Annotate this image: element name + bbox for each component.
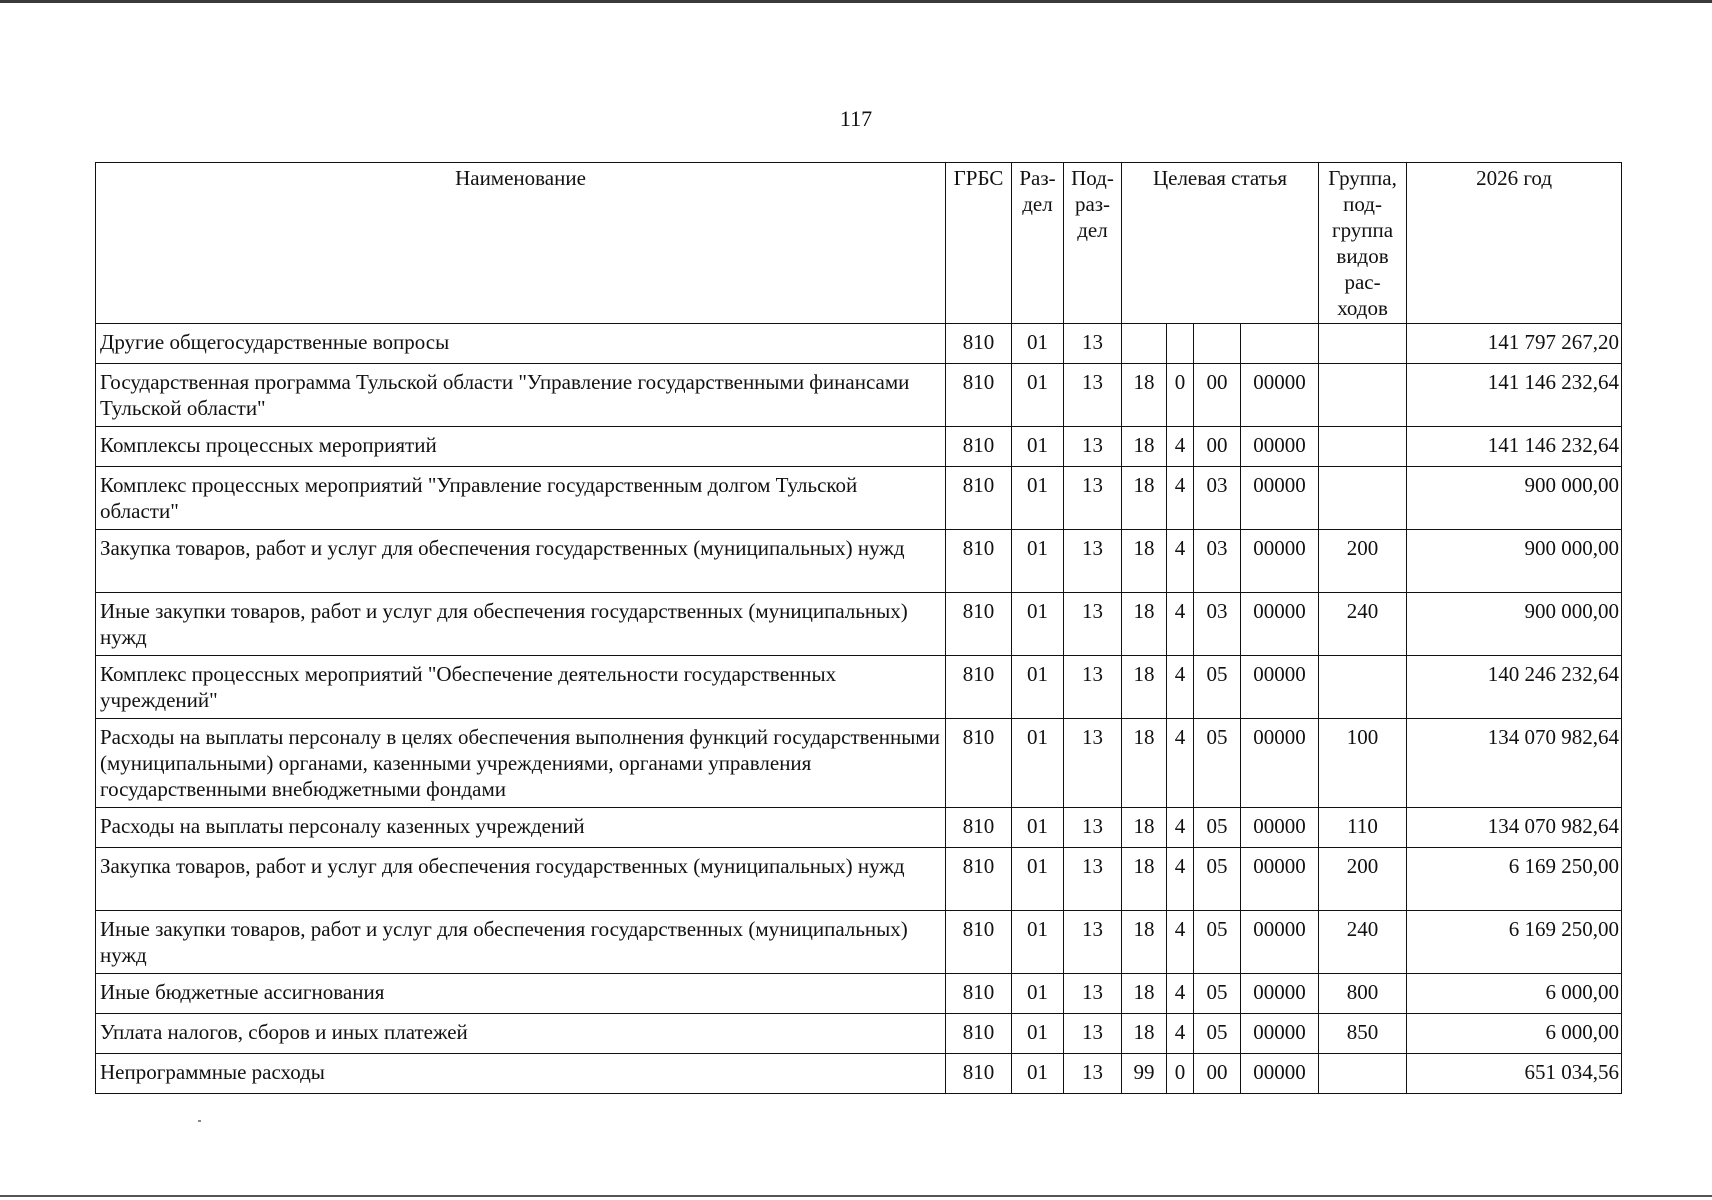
cell-target-program: 99	[1122, 1054, 1167, 1094]
cell-grbs: 810	[946, 364, 1012, 427]
cell-expense-group: 800	[1319, 974, 1407, 1014]
table-body	[96, 324, 1622, 1094]
cell-podrazdel: 13	[1064, 1014, 1122, 1054]
cell-target-direction: 00000	[1241, 593, 1319, 656]
cell-grbs: 810	[946, 719, 1012, 808]
cell-target-direction: 00000	[1241, 1054, 1319, 1094]
cell-target-complex: 03	[1194, 593, 1241, 656]
cell-amount-2026: 141 797 267,20	[1407, 324, 1622, 364]
cell-target-program: 18	[1122, 467, 1167, 530]
cell-grbs: 810	[946, 848, 1012, 911]
cell-amount-2026: 6 000,00	[1407, 1014, 1622, 1054]
cell-name: Закупка товаров, работ и услуг для обеспечения государственных (муниципальных) нужд	[96, 530, 946, 593]
header-year-text: 2026 год	[1476, 166, 1552, 190]
cell-target-complex: 00	[1194, 1054, 1241, 1094]
cell-expense-group	[1319, 1054, 1407, 1094]
cell-razdel: 01	[1012, 719, 1064, 808]
cell-podrazdel: 13	[1064, 1054, 1122, 1094]
cell-expense-group	[1319, 467, 1407, 530]
cell-grbs: 810	[946, 593, 1012, 656]
cell-podrazdel: 13	[1064, 974, 1122, 1014]
scan-edge-bottom	[0, 1195, 1712, 1197]
cell-target-direction: 00000	[1241, 467, 1319, 530]
cell-expense-group	[1319, 656, 1407, 719]
cell-target-complex: 05	[1194, 848, 1241, 911]
cell-target-type: 0	[1167, 1054, 1194, 1094]
cell-amount-2026: 6 169 250,00	[1407, 848, 1622, 911]
cell-target-program: 18	[1122, 427, 1167, 467]
cell-expense-group	[1319, 427, 1407, 467]
cell-expense-group: 200	[1319, 848, 1407, 911]
cell-target-type: 4	[1167, 974, 1194, 1014]
page-number: 117	[839, 106, 873, 131]
header-gruppa	[1319, 163, 1407, 324]
cell-target-direction: 00000	[1241, 808, 1319, 848]
table-row	[96, 593, 1622, 656]
cell-expense-group: 850	[1319, 1014, 1407, 1054]
cell-name: Другие общегосударственные вопросы	[96, 324, 946, 364]
cell-grbs: 810	[946, 974, 1012, 1014]
header-year	[1407, 163, 1622, 324]
cell-target-complex: 05	[1194, 656, 1241, 719]
cell-grbs: 810	[946, 530, 1012, 593]
cell-razdel: 01	[1012, 656, 1064, 719]
cell-target-type: 4	[1167, 656, 1194, 719]
cell-name: Уплата налогов, сборов и иных платежей	[96, 1014, 946, 1054]
cell-grbs: 810	[946, 656, 1012, 719]
cell-grbs: 810	[946, 467, 1012, 530]
cell-name: Расходы на выплаты персоналу казенных учреждений	[96, 808, 946, 848]
cell-expense-group: 200	[1319, 530, 1407, 593]
cell-expense-group: 240	[1319, 911, 1407, 974]
cell-grbs: 810	[946, 1054, 1012, 1094]
cell-name: Государственная программа Тульской области "Управление государственными финансами Тульской области"	[96, 364, 946, 427]
cell-grbs: 810	[946, 324, 1012, 364]
cell-podrazdel: 13	[1064, 427, 1122, 467]
budget-table	[95, 162, 1622, 1094]
cell-target-direction: 00000	[1241, 656, 1319, 719]
cell-target-complex: 05	[1194, 808, 1241, 848]
table-row	[96, 427, 1622, 467]
cell-amount-2026: 141 146 232,64	[1407, 427, 1622, 467]
cell-target-type: 4	[1167, 467, 1194, 530]
cell-amount-2026: 134 070 982,64	[1407, 719, 1622, 808]
cell-target-complex: 05	[1194, 974, 1241, 1014]
cell-razdel: 01	[1012, 364, 1064, 427]
cell-podrazdel: 13	[1064, 808, 1122, 848]
cell-expense-group: 100	[1319, 719, 1407, 808]
cell-target-program: 18	[1122, 530, 1167, 593]
cell-podrazdel: 13	[1064, 530, 1122, 593]
table-row	[96, 1014, 1622, 1054]
header-razdel-text: Раз- дел	[1019, 166, 1056, 216]
cell-amount-2026: 6 169 250,00	[1407, 911, 1622, 974]
cell-amount-2026: 900 000,00	[1407, 530, 1622, 593]
cell-podrazdel: 13	[1064, 324, 1122, 364]
table-row	[96, 364, 1622, 427]
cell-razdel: 01	[1012, 324, 1064, 364]
table-header-row	[96, 163, 1622, 324]
cell-amount-2026: 900 000,00	[1407, 593, 1622, 656]
cell-target-program: 18	[1122, 719, 1167, 808]
cell-target-program: 18	[1122, 656, 1167, 719]
cell-name: Иные закупки товаров, работ и услуг для обеспечения государственных (муниципальных) нужд	[96, 593, 946, 656]
table-row	[96, 719, 1622, 808]
cell-amount-2026: 141 146 232,64	[1407, 364, 1622, 427]
cell-target-direction	[1241, 324, 1319, 364]
cell-expense-group	[1319, 364, 1407, 427]
cell-target-program: 18	[1122, 974, 1167, 1014]
cell-amount-2026: 6 000,00	[1407, 974, 1622, 1014]
table-row	[96, 324, 1622, 364]
cell-podrazdel: 13	[1064, 364, 1122, 427]
header-podrazdel	[1064, 163, 1122, 324]
header-name-text: Наименование	[455, 166, 586, 190]
cell-target-complex: 05	[1194, 719, 1241, 808]
cell-target-complex: 05	[1194, 911, 1241, 974]
cell-target-complex: 00	[1194, 364, 1241, 427]
cell-podrazdel: 13	[1064, 593, 1122, 656]
cell-target-type: 4	[1167, 848, 1194, 911]
cell-target-program: 18	[1122, 364, 1167, 427]
cell-name: Иные бюджетные ассигнования	[96, 974, 946, 1014]
table-row	[96, 848, 1622, 911]
cell-target-type: 4	[1167, 1014, 1194, 1054]
cell-grbs: 810	[946, 808, 1012, 848]
table-row	[96, 911, 1622, 974]
cell-name: Комплекс процессных мероприятий "Обеспечение деятельности государственных учреждений"	[96, 656, 946, 719]
cell-target-type: 4	[1167, 911, 1194, 974]
cell-target-type	[1167, 324, 1194, 364]
scan-speck	[198, 1120, 201, 1122]
cell-grbs: 810	[946, 427, 1012, 467]
cell-razdel: 01	[1012, 467, 1064, 530]
header-podrazdel-text: Под- раз- дел	[1071, 166, 1114, 242]
cell-target-program: 18	[1122, 848, 1167, 911]
cell-target-type: 4	[1167, 530, 1194, 593]
table-row	[96, 467, 1622, 530]
cell-expense-group: 240	[1319, 593, 1407, 656]
table-row	[96, 974, 1622, 1014]
cell-target-type: 4	[1167, 593, 1194, 656]
cell-podrazdel: 13	[1064, 848, 1122, 911]
cell-razdel: 01	[1012, 808, 1064, 848]
header-grbs	[946, 163, 1012, 324]
cell-target-type: 4	[1167, 808, 1194, 848]
cell-podrazdel: 13	[1064, 719, 1122, 808]
cell-razdel: 01	[1012, 974, 1064, 1014]
cell-target-direction: 00000	[1241, 1014, 1319, 1054]
cell-target-program: 18	[1122, 1014, 1167, 1054]
cell-name: Расходы на выплаты персоналу в целях обеспечения выполнения функций государственными (муниципальными) органами, казенными учреждениями, органами управления государственными внебюджетными фондами	[96, 719, 946, 808]
cell-target-direction: 00000	[1241, 364, 1319, 427]
cell-target-complex: 03	[1194, 467, 1241, 530]
cell-target-complex: 03	[1194, 530, 1241, 593]
table-row	[96, 808, 1622, 848]
cell-target-direction: 00000	[1241, 848, 1319, 911]
cell-target-direction: 00000	[1241, 427, 1319, 467]
header-gruppa-text: Группа, под- группа видов рас- ходов	[1328, 166, 1397, 320]
cell-expense-group: 110	[1319, 808, 1407, 848]
cell-razdel: 01	[1012, 530, 1064, 593]
cell-name: Непрограммные расходы	[96, 1054, 946, 1094]
cell-amount-2026: 900 000,00	[1407, 467, 1622, 530]
cell-target-type: 4	[1167, 719, 1194, 808]
cell-razdel: 01	[1012, 848, 1064, 911]
cell-target-direction: 00000	[1241, 719, 1319, 808]
cell-amount-2026: 134 070 982,64	[1407, 808, 1622, 848]
cell-razdel: 01	[1012, 911, 1064, 974]
cell-podrazdel: 13	[1064, 656, 1122, 719]
cell-razdel: 01	[1012, 1014, 1064, 1054]
cell-target-program: 18	[1122, 593, 1167, 656]
cell-target-complex: 05	[1194, 1014, 1241, 1054]
scan-edge-top	[0, 0, 1712, 3]
cell-target-direction: 00000	[1241, 974, 1319, 1014]
cell-name: Комплексы процессных мероприятий	[96, 427, 946, 467]
header-grbs-text: ГРБС	[953, 166, 1004, 190]
table-row	[96, 656, 1622, 719]
cell-target-program: 18	[1122, 808, 1167, 848]
header-celevaya-text: Целевая статья	[1152, 166, 1288, 190]
cell-name: Иные закупки товаров, работ и услуг для обеспечения государственных (муниципальных) нужд	[96, 911, 946, 974]
cell-podrazdel: 13	[1064, 467, 1122, 530]
table-row	[96, 530, 1622, 593]
cell-amount-2026: 140 246 232,64	[1407, 656, 1622, 719]
cell-target-program	[1122, 324, 1167, 364]
cell-grbs: 810	[946, 911, 1012, 974]
cell-grbs: 810	[946, 1014, 1012, 1054]
cell-expense-group	[1319, 324, 1407, 364]
cell-target-complex	[1194, 324, 1241, 364]
header-celevaya-statya	[1122, 163, 1319, 324]
cell-razdel: 01	[1012, 1054, 1064, 1094]
cell-amount-2026: 651 034,56	[1407, 1054, 1622, 1094]
cell-razdel: 01	[1012, 593, 1064, 656]
table-row	[96, 1054, 1622, 1094]
cell-razdel: 01	[1012, 427, 1064, 467]
header-name	[96, 163, 946, 324]
cell-name: Закупка товаров, работ и услуг для обеспечения государственных (муниципальных) нужд	[96, 848, 946, 911]
cell-target-complex: 00	[1194, 427, 1241, 467]
cell-podrazdel: 13	[1064, 911, 1122, 974]
cell-target-type: 0	[1167, 364, 1194, 427]
cell-target-direction: 00000	[1241, 911, 1319, 974]
cell-name: Комплекс процессных мероприятий "Управление государственным долгом Тульской области"	[96, 467, 946, 530]
cell-target-direction: 00000	[1241, 530, 1319, 593]
header-razdel	[1012, 163, 1064, 324]
cell-target-program: 18	[1122, 911, 1167, 974]
cell-target-type: 4	[1167, 427, 1194, 467]
